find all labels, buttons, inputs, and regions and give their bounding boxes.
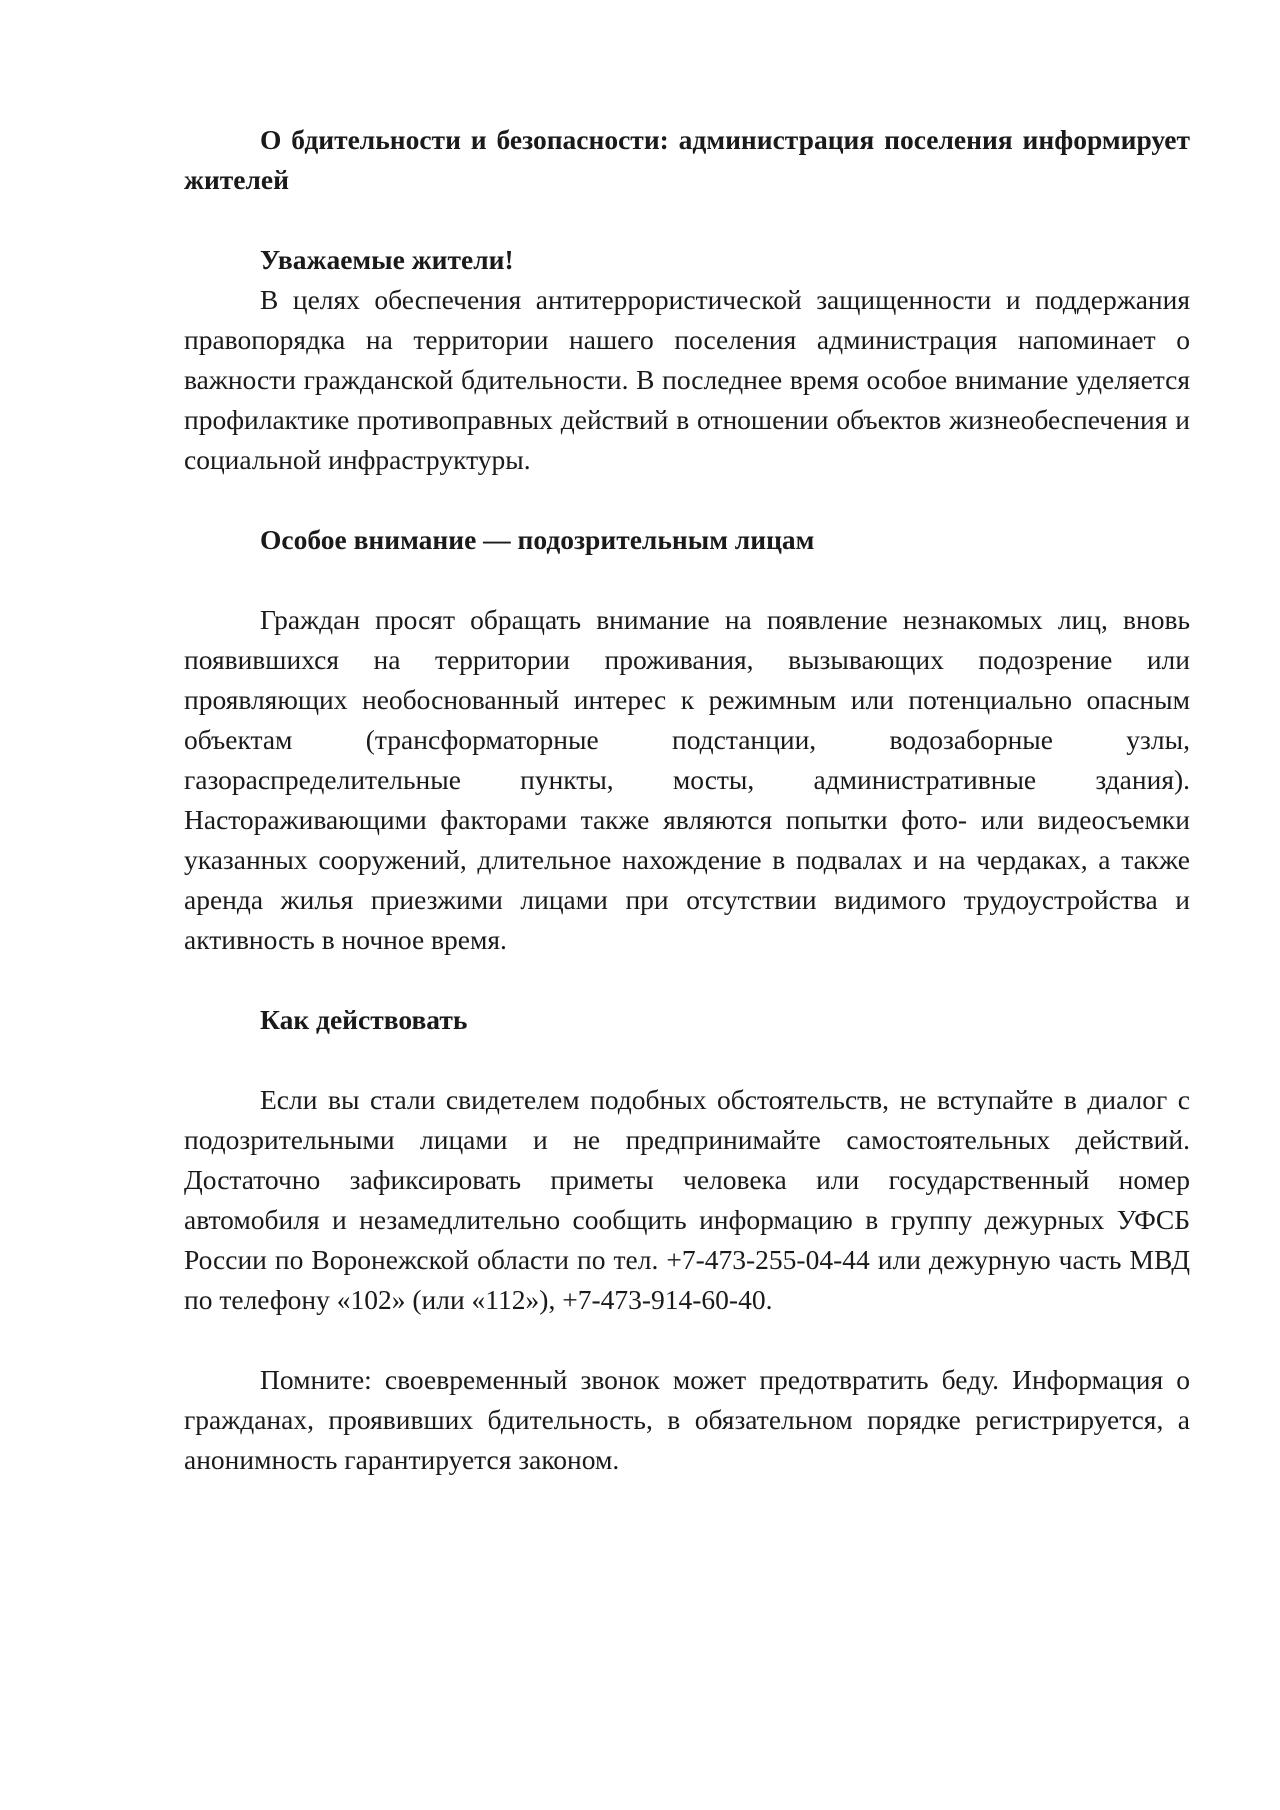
document-title: О бдительности и безопасности: администрация поселения информирует жителей [184, 124, 1190, 195]
greeting: Уважаемые жители! [260, 244, 514, 275]
spacer [184, 1320, 1190, 1360]
section-paragraph-suspicious-persons: Граждан просят обращать внимание на появление незнакомых лиц, вновь появившихся на территории проживания, вызывающих подозрение или проявляющих необоснованный интерес к режимным или потенциально опасным объектам (трансформаторные подстанции, водозаборные узлы, газораспределительные пункты, мосты, административные здания). Настораживающими факторами также являются попытки фото- или видеосъемки указанных сооружений, длительное нахождение в подвалах и на чердаках, а также аренда жилья приезжими лицами при отсутствии видимого трудоустройства и активность в ночное время. [184, 604, 1190, 955]
intro-paragraph: В целях обеспечения антитеррористической защищенности и поддержания правопорядка на территории нашего поселения администрация напоминает о важности гражданской бдительности. В последнее время особое внимание уделяется профилактике противоправных действий в отношении объектов жизнеобеспечения и социальной инфраструктуры. [184, 284, 1190, 475]
section-heading-how-to-act: Как действовать [260, 1004, 468, 1035]
section-heading-suspicious-persons: Особое внимание — подозрительным лицам [260, 524, 815, 555]
section-paragraph-how-to-act: Если вы стали свидетелем подобных обстоятельств, не вступайте в диалог с подозрительными лицами и не предпринимайте самостоятельных действий. Достаточно зафиксировать приметы человека или государственный номер автомобиля и незамедлительно сообщить информацию в группу дежурных УФСБ России по Воронежской области по тел. +7-473-255-04-44 или дежурную часть МВД по телефону «102» (или «112»), +7-473-914-60-40. [184, 1084, 1190, 1315]
closing-paragraph: Помните: своевременный звонок может предотвратить беду. Информация о гражданах, проявивших бдительность, в обязательном порядке регистрируется, а анонимность гарантируется законом. [184, 1364, 1190, 1475]
document-page [184, 120, 1190, 1480]
